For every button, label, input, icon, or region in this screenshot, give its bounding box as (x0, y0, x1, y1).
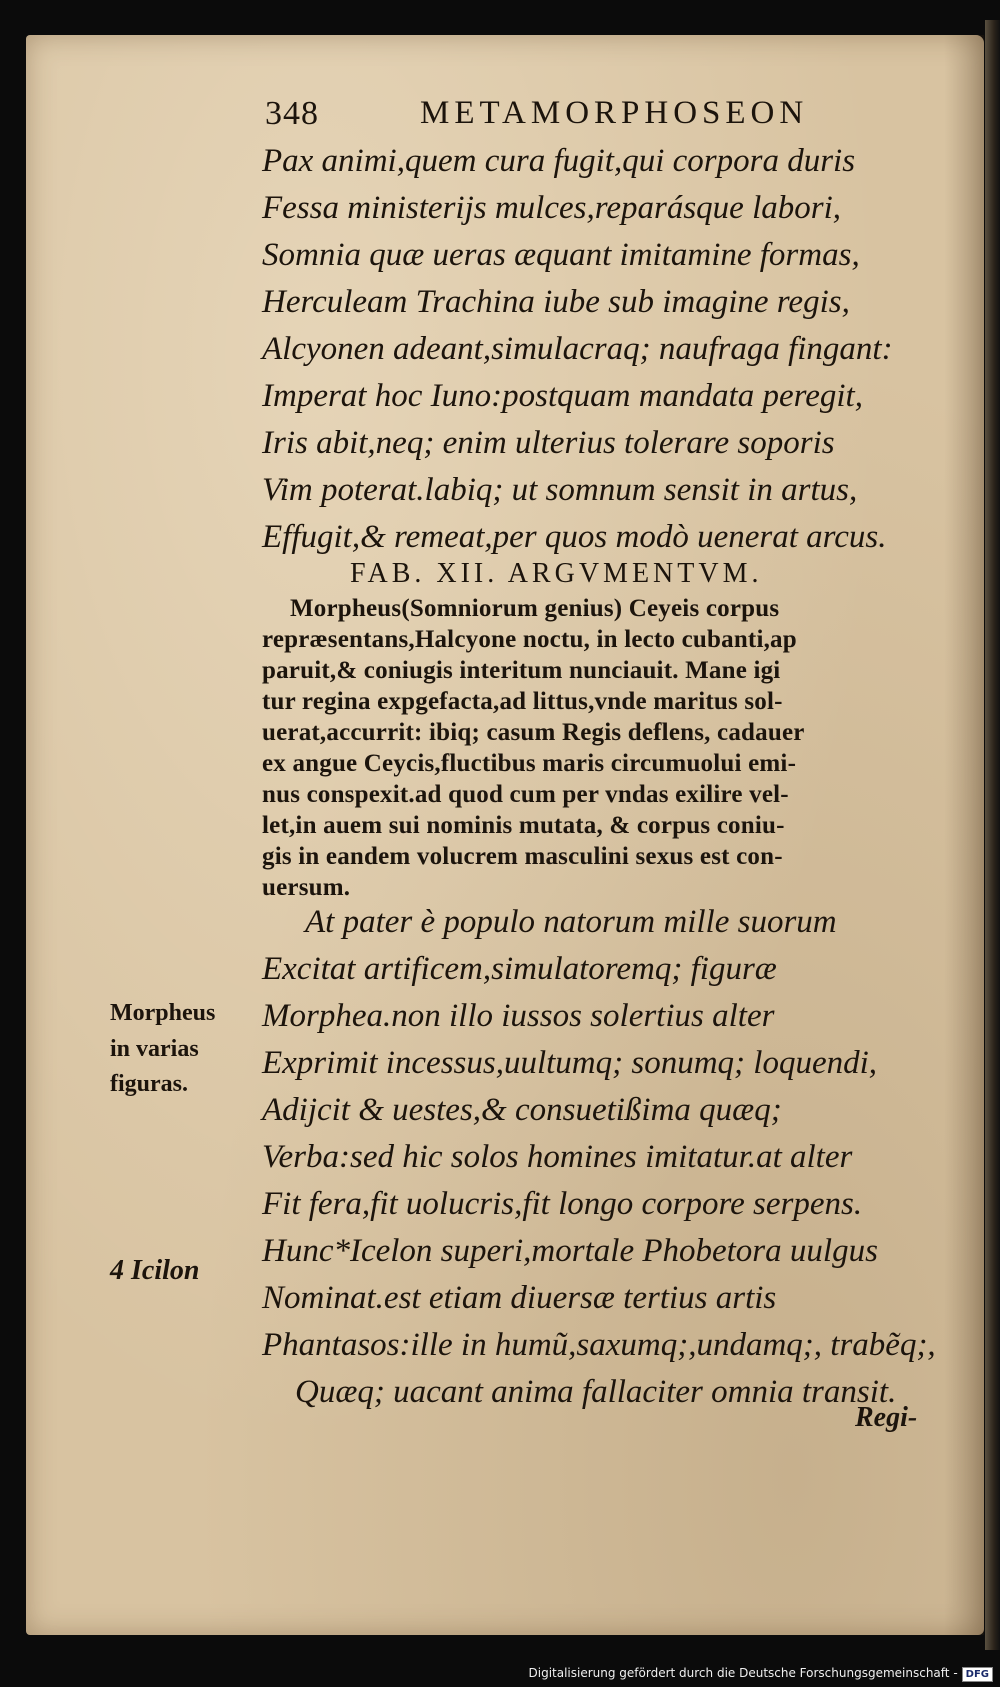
argument-line: uersum. (262, 874, 351, 901)
verse-line: Imperat hoc Iuno:postquam mandata peregit, (262, 378, 863, 414)
argument-line: let,in auem sui nominis mutata, & corpus coniu- (262, 812, 785, 839)
margin-note: in varias (110, 1036, 199, 1062)
margin-note: Morpheus (110, 1000, 216, 1026)
verse-line: Alcyonen adeant,simulacraq; naufraga fingant: (262, 331, 893, 367)
verse-line: Pax animi,quem cura fugit,qui corpora duris (262, 143, 856, 179)
verse-line: Effugit,& remeat,per quos modò uenerat arcus. (262, 519, 887, 555)
verse-line: Herculeam Trachina iube sub imagine regis, (262, 284, 850, 320)
running-title: METAMORPHOSEON (420, 95, 809, 131)
gutter-shadow (944, 35, 984, 1635)
verse-line: Quæq; uacant anima fallaciter omnia transit. (295, 1374, 897, 1410)
verse-line: Hunc*Icelon superi,mortale Phobetora uulgus (262, 1233, 878, 1269)
footer-credit-text: Digitalisierung gefördert durch die Deutsche Forschungsgemeinschaft - (528, 1666, 958, 1680)
verse-line: Nominat.est etiam diuersæ tertius artis (262, 1280, 777, 1316)
margin-note: figuras. (110, 1071, 188, 1097)
argument-line: ex angue Ceycis,fluctibus maris circumuolui emi- (262, 750, 797, 777)
book-fore-edge (985, 20, 1000, 1650)
argument-heading: FAB. XII. ARGVMENTVM. (350, 558, 763, 589)
verse-line: Excitat artificem,simulatoremq; figuræ (262, 951, 777, 987)
verse-line: Fessa ministerijs mulces,reparásque labori, (262, 190, 841, 226)
margin-note: 4 Icilon (110, 1255, 200, 1286)
catchword: Regi- (855, 1402, 918, 1433)
verse-line: Exprimit incessus,uultumq; sonumq; loquendi, (262, 1045, 878, 1081)
page-number: 348 (265, 95, 319, 132)
argument-line: tur regina expgefacta,ad littus,vnde maritus sol- (262, 688, 783, 715)
verse-line: Vim poterat.labiq; ut somnum sensit in artus, (262, 472, 858, 508)
argument-line: gis in eandem volucrem masculini sexus est con- (262, 843, 783, 870)
verse-line: Adijcit & uestes,& consuetißima quæq; (262, 1092, 782, 1128)
argument-line: uerat,accurrit: ibiq; casum Regis deflens, cadauer (262, 719, 805, 746)
verse-line: Morphea.non illo iussos solertius alter (262, 998, 775, 1034)
argument-line: Morpheus(Somniorum genius) Ceyeis corpus (290, 595, 780, 622)
argument-line: paruit,& coniugis interitum nunciauit. Mane igi (262, 657, 781, 684)
verse-line: At pater è populo natorum mille suorum (305, 904, 837, 940)
argument-line: nus conspexit.ad quod cum per vndas exilire vel- (262, 781, 789, 808)
footer-credit (0, 1666, 993, 1682)
verse-line: Iris abit,neq; enim ulterius tolerare soporis (262, 425, 835, 461)
dfg-logo-icon: DFG (962, 1667, 993, 1682)
verse-line: Verba:sed hic solos homines imitatur.at alter (262, 1139, 853, 1175)
verse-line: Fit fera,fit uolucris,fit longo corpore serpens. (262, 1186, 863, 1222)
verse-line: Somnia quæ ueras æquant imitamine formas, (262, 237, 860, 273)
argument-line: repræsentans,Halcyone noctu, in lecto cubanti,ap (262, 626, 797, 653)
verse-line: Phantasos:ille in humũ,saxumq;,undamq;, trabẽq;, (262, 1327, 936, 1363)
